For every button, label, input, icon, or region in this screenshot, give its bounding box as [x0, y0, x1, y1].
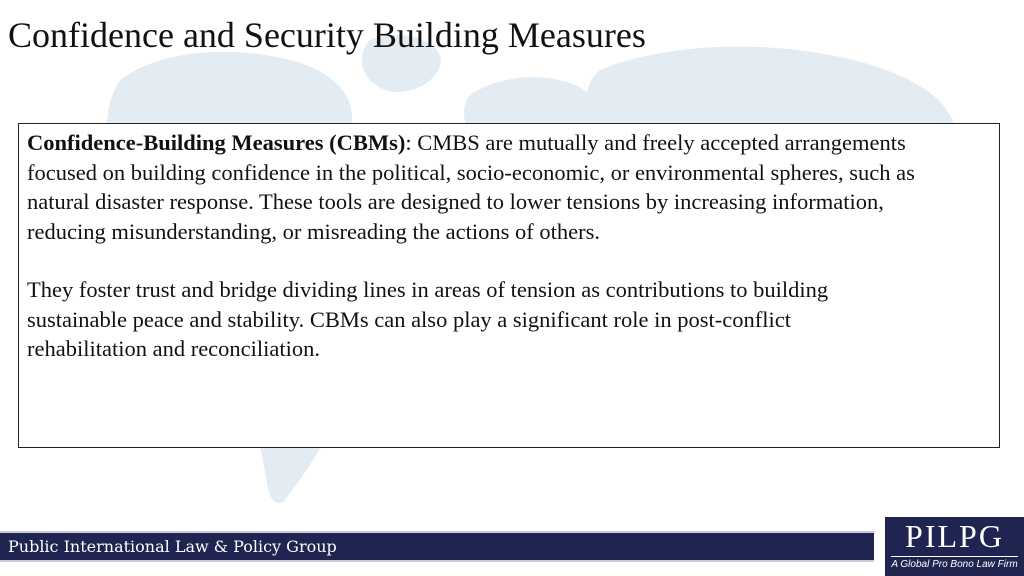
- footer-organization-name: Public International Law & Policy Group: [8, 537, 337, 556]
- footer-bar: [0, 531, 874, 562]
- slide-title: Confidence and Security Building Measures: [8, 15, 646, 55]
- pilpg-logo: [885, 517, 1024, 576]
- logo-tagline: A Global Pro Bono Law Firm: [891, 559, 1018, 570]
- cbm-role-paragraph: They foster trust and bridge dividing lines in areas of tension as contributions to building sustainable peace and stability. CBMs can also play a significant role in post-conflict rehabilitation and reconciliation.: [27, 277, 829, 361]
- logo-divider: [891, 556, 1018, 557]
- definition-text-box: [18, 123, 1000, 448]
- cbm-definition-paragraph: [27, 128, 932, 246]
- cbm-term: Confidence-Building Measures (CBMs): [27, 130, 406, 155]
- logo-name: PILPG: [905, 518, 1004, 554]
- cbm-definition-text: : CMBS are mutually and freely accepted arrangements focused on building confidence in the political, socio-economic, or environmental spheres, such as natural disaster response. These tools are designed to lower tensions by increasing information, reducing misunderstanding, or misreading the actions of others.: [27, 130, 915, 244]
